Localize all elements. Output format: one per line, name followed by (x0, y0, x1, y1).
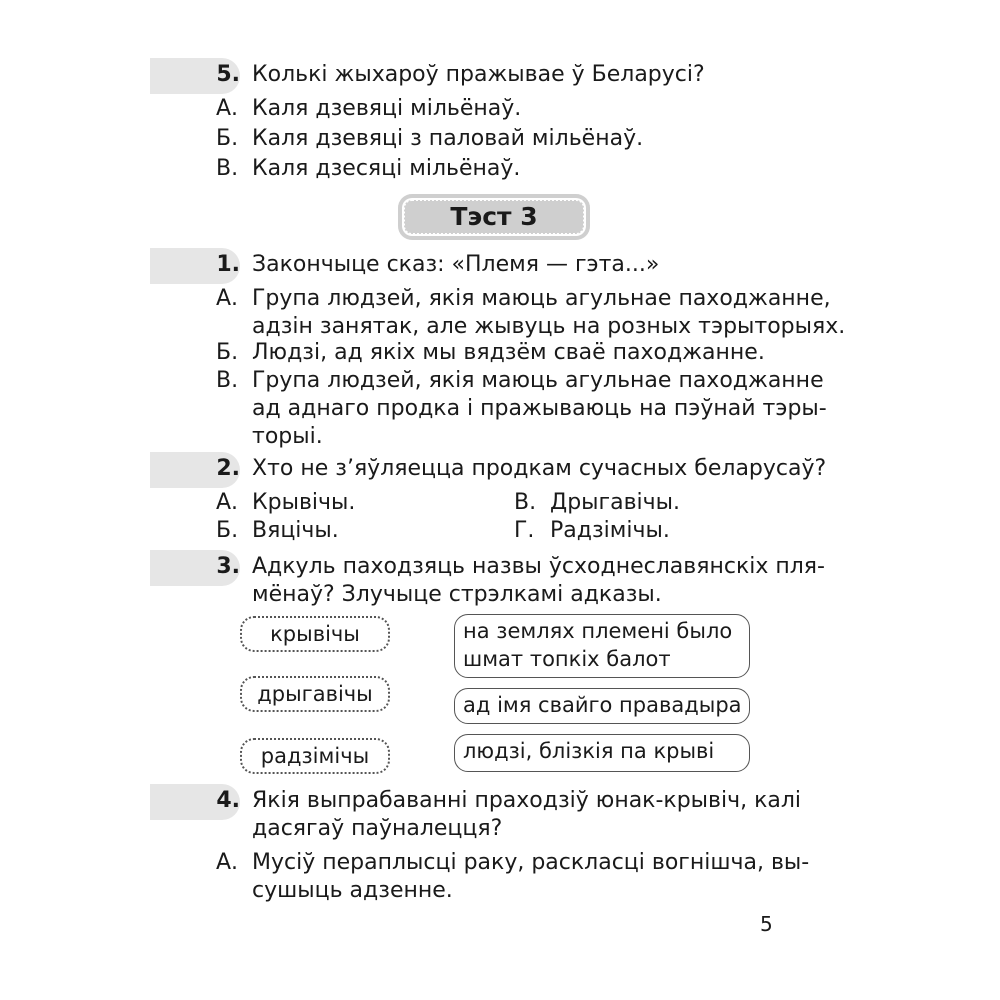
q2-option-v: Дрыгавічы. (550, 490, 681, 515)
answer-box-line: людзі, блізкія па крыві (463, 739, 715, 763)
q4-option-a-line: сушыць адзенне. (252, 878, 453, 903)
q2-option-letter: Г. (514, 518, 535, 543)
tribe-box-kryvichy[interactable]: крывічы (240, 616, 390, 652)
q2-option-b: Вяцічы. (252, 518, 339, 543)
q2-option-letter: А. (216, 490, 239, 515)
answer-box-line: на землях племені было (463, 619, 733, 643)
q2-option-a: Крывічы. (252, 490, 356, 515)
tribe-box-dryhavichy[interactable]: дрыгавічы (240, 676, 390, 712)
q1-option-a-line: Група людзей, якія маюць агульнае паходжанне, (252, 286, 831, 311)
q2-option-letter: В. (514, 490, 537, 515)
question-4-text-line: дасягаў паўналецця? (252, 816, 503, 841)
question-5-number: 5. (216, 62, 240, 87)
question-1-number: 1. (216, 252, 240, 277)
q1-option-v-line: ад аднаго продка і пражываюць на пэўнай тэры- (252, 396, 827, 421)
answer-box-line: шмат топкіх балот (463, 647, 671, 671)
q4-option-a-line: Мусіў пераплысці раку, раскласці вогнішча, вы- (252, 850, 810, 875)
tribe-box-radzimichy[interactable]: радзімічы (240, 738, 390, 774)
question-3-text-line: Адкуль паходзяць назвы ўсходнеславянскіх пля- (252, 554, 825, 579)
page-number: 5 (760, 912, 773, 936)
test-title: Тэст 3 (398, 194, 590, 240)
q2-option-letter: Б. (216, 518, 239, 543)
q5-option-letter: В. (216, 156, 239, 181)
q1-option-v-line: Група людзей, якія маюць агульнае паходжанне (252, 368, 824, 393)
question-3-number: 3. (216, 554, 240, 579)
q1-option-v-line: торыі. (252, 424, 323, 449)
q1-option-b-line: Людзі, ад якіх мы вядзём сваё паходжанне. (252, 340, 765, 365)
q1-option-letter: А. (216, 286, 239, 311)
q1-option-a-line: адзін занятак, але жывуць на розных тэрыторыях. (252, 314, 846, 339)
question-1-text: Закончыце сказ: «Племя — гэта...» (252, 252, 660, 277)
question-2-number: 2. (216, 456, 240, 481)
q5-option-b: Каля дзевяці з паловай мільёнаў. (252, 126, 644, 151)
q5-option-letter: Б. (216, 126, 239, 151)
q2-option-g: Радзімічы. (550, 518, 670, 543)
question-2-text: Хто не з’яўляецца продкам сучасных беларусаў? (252, 456, 827, 481)
q1-option-letter: В. (216, 368, 239, 393)
question-4-text-line: Якія выпрабаванні праходзіў юнак-крывіч, калі (252, 788, 802, 813)
q5-option-letter: А. (216, 96, 239, 121)
question-4-number: 4. (216, 788, 240, 813)
answer-box-blood-relatives[interactable] (454, 734, 750, 772)
answer-box-line: ад імя свайго правадыра (463, 693, 742, 717)
q1-option-letter: Б. (216, 340, 239, 365)
q4-option-letter: А. (216, 850, 239, 875)
question-3-text-line: мёнаў? Злучыце стрэлкамі адказы. (252, 582, 662, 607)
answer-box-leader-name[interactable] (454, 688, 750, 724)
q5-option-v: Каля дзесяці мільёнаў. (252, 156, 521, 181)
answer-box-swamps[interactable] (454, 614, 750, 678)
q5-option-a: Каля дзевяці мільёнаў. (252, 96, 522, 121)
question-5-text: Колькі жыхароў пражывае ў Беларусі? (252, 62, 705, 87)
